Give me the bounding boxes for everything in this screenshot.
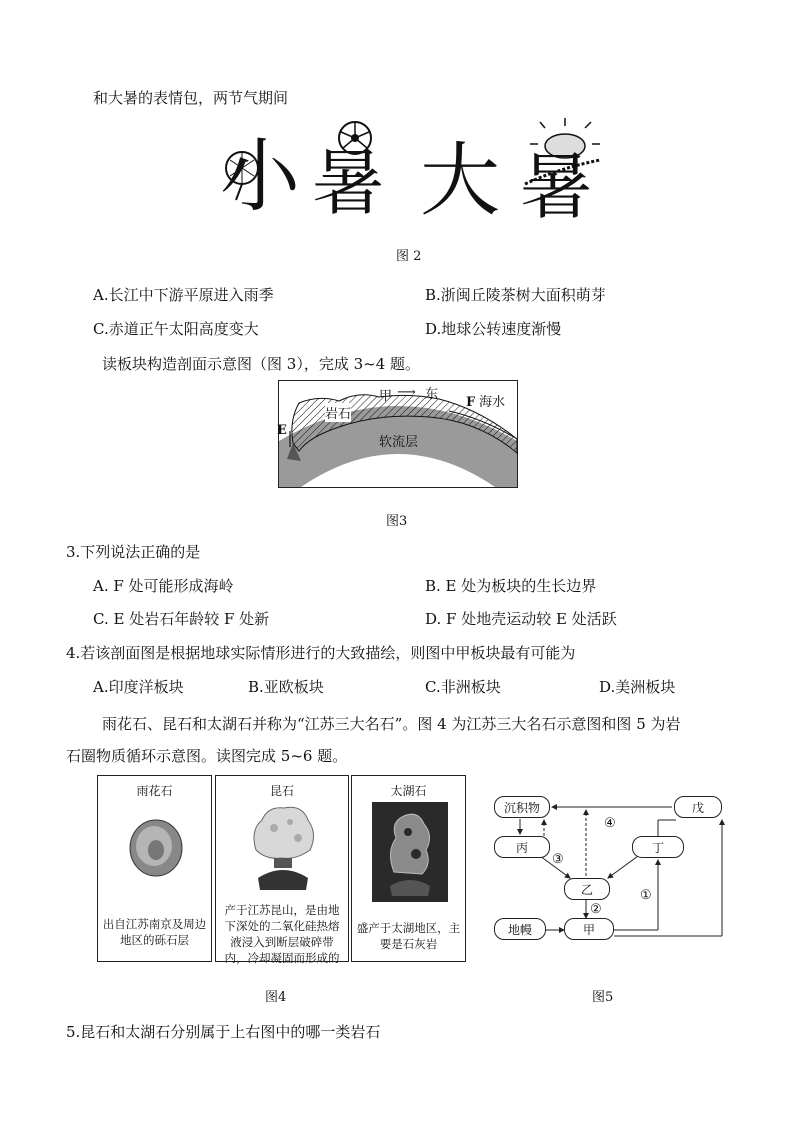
q3-stem: 3.下列说法正确的是 bbox=[66, 543, 201, 561]
intro-line: 和大暑的表情包，两节气期间 bbox=[93, 89, 289, 107]
taihu-stone-image bbox=[372, 802, 448, 902]
label-rock: 岩石 bbox=[325, 403, 351, 422]
q5-stem: 5.昆石和太湖石分别属于上右图中的哪一类岩石 bbox=[66, 1023, 381, 1041]
q4-option-d: D.美洲板块 bbox=[599, 678, 676, 696]
stone-card-taihu bbox=[351, 775, 466, 962]
label-n1: ① bbox=[640, 888, 652, 903]
node-mantle: 地幔 bbox=[494, 918, 546, 940]
kun-stone-image bbox=[246, 800, 320, 896]
stone-name: 雨花石 bbox=[136, 784, 173, 798]
stone-description: 产于江苏昆山，是由地下深处的二氧化硅热熔液浸入到断层破碎带内，冷却凝固而形成的 bbox=[224, 903, 340, 965]
q3-option-b: B. E 处为板块的生长边界 bbox=[425, 577, 597, 595]
node-yi: 乙 bbox=[564, 878, 610, 900]
arrow-east: ⟶ bbox=[397, 385, 416, 400]
label-e: E bbox=[277, 423, 287, 438]
label-n2: ② bbox=[590, 902, 602, 917]
q2-option-b: B.浙闽丘陵茶树大面积萌芽 bbox=[425, 286, 606, 304]
stone-name: 昆石 bbox=[269, 784, 294, 798]
q4-option-a: A.印度洋板块 bbox=[93, 678, 184, 696]
q2-option-a: A.长江中下游平原进入雨季 bbox=[93, 286, 274, 304]
figure-5 bbox=[490, 790, 730, 950]
q2-option-c: C.赤道正午太阳高度变大 bbox=[93, 320, 259, 338]
stone-description: 出自江苏南京及周边地区的砾石层 bbox=[102, 917, 207, 947]
figure-5-caption: 图5 bbox=[592, 990, 614, 1005]
figure-2 bbox=[220, 120, 610, 230]
figure-2-caption: 图 2 bbox=[396, 249, 422, 264]
label-east: 东 bbox=[425, 387, 439, 402]
node-sediment: 沉积物 bbox=[494, 796, 550, 818]
label-sea: 海水 bbox=[479, 395, 506, 410]
node-wu: 戊 bbox=[674, 796, 722, 818]
label-jia: 甲 bbox=[379, 389, 393, 404]
node-jia: 甲 bbox=[564, 918, 614, 940]
stone-card-yuhua bbox=[97, 775, 212, 962]
label-f: F bbox=[466, 395, 476, 410]
figure-3-caption: 图3 bbox=[386, 514, 408, 529]
node-bing: 丙 bbox=[494, 836, 550, 858]
node-ding: 丁 bbox=[632, 836, 684, 858]
stone-card-kun bbox=[215, 775, 349, 965]
q4-option-c: C.非洲板块 bbox=[425, 678, 501, 696]
char-shu-1: 暑 bbox=[312, 141, 385, 225]
char-xiao: 小 bbox=[220, 130, 300, 223]
stone-name: 太湖石 bbox=[390, 784, 427, 798]
q2-option-d: D.地球公转速度渐慢 bbox=[425, 320, 562, 338]
label-asthenosphere: 软流层 bbox=[379, 435, 419, 450]
q4-stem: 4.若该剖面图是根据地球实际情形进行的大致描绘，则图中甲板块最有可能为 bbox=[66, 644, 576, 662]
passage-line-1: 雨花石、昆石和太湖石并称为“江苏三大名石”。图 4 为江苏三大名石示意图和图 5 为岩 bbox=[102, 715, 681, 733]
q3-option-a: A. F 处可能形成海岭 bbox=[93, 577, 234, 595]
q4-option-b: B.亚欧板块 bbox=[248, 678, 324, 696]
char-da: 大 bbox=[420, 134, 500, 227]
fig3-intro: 读板块构造剖面示意图（图 3），完成 3~4 题。 bbox=[102, 355, 421, 373]
stone-description: 盛产于太湖地区，主要是石灰岩 bbox=[356, 921, 461, 951]
passage-line-2: 石圈物质循环示意图。读图完成 5~6 题。 bbox=[66, 747, 348, 765]
yuhua-stone-image bbox=[124, 816, 188, 880]
q3-option-d: D. F 处地壳运动较 E 处活跃 bbox=[425, 610, 617, 628]
figure-4-caption: 图4 bbox=[265, 990, 287, 1005]
label-n4: ④ bbox=[604, 816, 616, 831]
figure-3 bbox=[278, 380, 518, 488]
label-n3: ③ bbox=[552, 852, 564, 867]
char-shu-2: 暑 bbox=[520, 145, 593, 229]
q3-option-c: C. E 处岩石年龄较 F 处新 bbox=[93, 610, 270, 628]
